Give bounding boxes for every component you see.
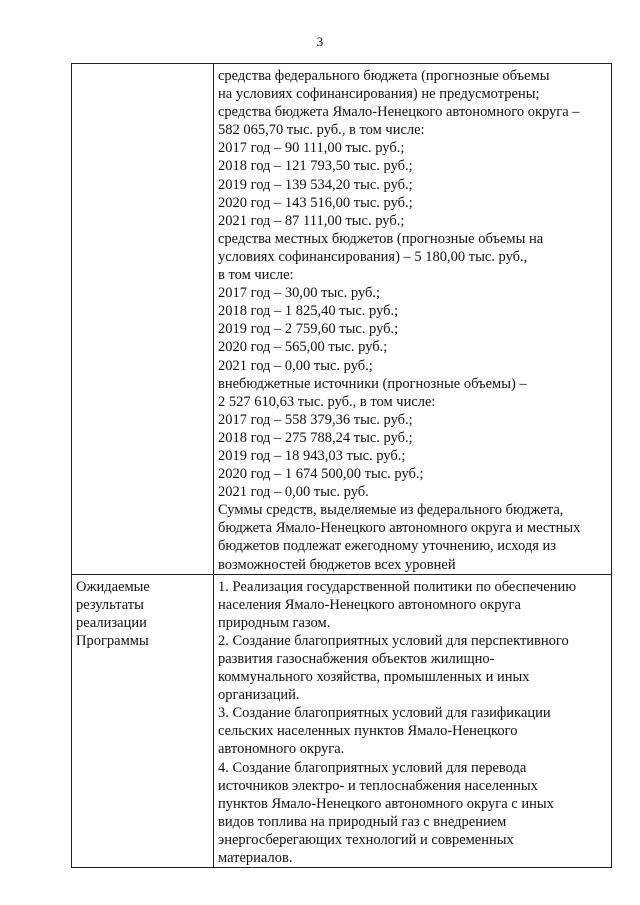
text-line: 2020 год – 565,00 тыс. руб.;	[218, 339, 388, 356]
text-line: возможностей бюджетов всех уровней	[218, 556, 456, 573]
text-line: на условиях софинансирования) не предусмотрены;	[218, 86, 540, 103]
text-line: бюджета Ямало-Ненецкого автономного округа и местных	[218, 520, 581, 537]
text-line: организаций.	[218, 687, 300, 704]
text-line: средства бюджета Ямало-Ненецкого автономного округа –	[218, 104, 580, 121]
text-line: 2020 год – 143 516,00 тыс. руб.;	[218, 194, 413, 211]
text-line: 2017 год – 90 111,00 тыс. руб.;	[218, 140, 405, 157]
text-line: бюджетов подлежат ежегодному уточнению, исходя из	[218, 538, 556, 555]
text-line: 2017 год – 558 379,36 тыс. руб.;	[218, 411, 413, 428]
text-line: развития газоснабжения объектов жилищно-	[218, 651, 495, 667]
text-line: природным газом.	[218, 614, 331, 631]
text-line: источников электро- и теплоснабжения населенных	[218, 777, 538, 794]
text-line: 582 065,70 тыс. руб., в том числе:	[218, 122, 425, 139]
text-line: материалов.	[218, 850, 293, 867]
text-line: условиях софинансирования) – 5 180,00 тыс. руб.,	[218, 248, 528, 265]
text-line: 2019 год – 18 943,03 тыс. руб.;	[218, 447, 406, 464]
text-line: Программы	[76, 632, 149, 649]
text-line: 2018 год – 121 793,50 тыс. руб.;	[218, 158, 413, 175]
expected-results-content	[214, 574, 612, 868]
text-line: 2020 год – 1 674 500,00 тыс. руб.;	[218, 466, 424, 483]
text-line: 2021 год – 0,00 тыс. руб.;	[218, 357, 373, 374]
text-line: коммунального хозяйства, промышленных и иных	[218, 669, 530, 686]
text-line: 2019 год – 139 534,20 тыс. руб.;	[218, 176, 413, 193]
text-line: 2021 год – 87 111,00 тыс. руб.;	[218, 212, 405, 229]
text-line: средства местных бюджетов (прогнозные объемы на	[218, 230, 544, 247]
text-line: Суммы средств, выделяемые из федерального бюджета,	[218, 502, 564, 519]
program-passport-table	[71, 63, 612, 868]
text-line: 2. Создание благоприятных условий для перспективного	[218, 632, 569, 649]
text-line: реализации	[76, 614, 147, 631]
text-line: энергосберегающих технологий и современных	[218, 831, 514, 848]
text-line: Ожидаемые	[76, 578, 150, 595]
text-line: 2 527 610,63 тыс. руб., в том числе:	[218, 393, 436, 410]
text-line: 4. Создание благоприятных условий для перевода	[218, 759, 527, 776]
text-line: автономного округа.	[218, 741, 345, 758]
financing-content	[214, 64, 612, 575]
text-line: сельских населенных пунктов Ямало-Ненецкого	[218, 723, 518, 740]
text-line: внебюджетные источники (прогнозные объемы) –	[218, 375, 527, 392]
row-label-expected-results	[72, 574, 214, 868]
text-line: результаты	[76, 596, 144, 613]
row-label-financing	[72, 64, 214, 575]
page-number: 3	[316, 34, 324, 49]
table-row-expected-results	[72, 574, 612, 868]
text-line: 1. Реализация государственной политики по обеспечению	[218, 578, 577, 595]
text-line: 2021 год – 0,00 тыс. руб.	[218, 484, 369, 501]
text-line: 3. Создание благоприятных условий для газификации	[218, 705, 551, 722]
text-line: 2018 год – 1 825,40 тыс. руб.;	[218, 303, 399, 320]
text-line: 2018 год – 275 788,24 тыс. руб.;	[218, 429, 413, 446]
text-line: населения Ямало-Ненецкого автономного округа	[218, 596, 521, 613]
text-line: пунктов Ямало-Ненецкого автономного округа с иных	[218, 795, 554, 812]
text-line: 2019 год – 2 759,60 тыс. руб.;	[218, 321, 399, 338]
table-row-financing	[72, 64, 612, 575]
text-line: 2017 год – 30,00 тыс. руб.;	[218, 285, 381, 302]
text-line: средства федерального бюджета (прогнозные объемы	[218, 68, 550, 84]
text-line: видов топлива на природный газ с внедрением	[218, 813, 507, 830]
text-line: в том числе:	[218, 267, 294, 284]
